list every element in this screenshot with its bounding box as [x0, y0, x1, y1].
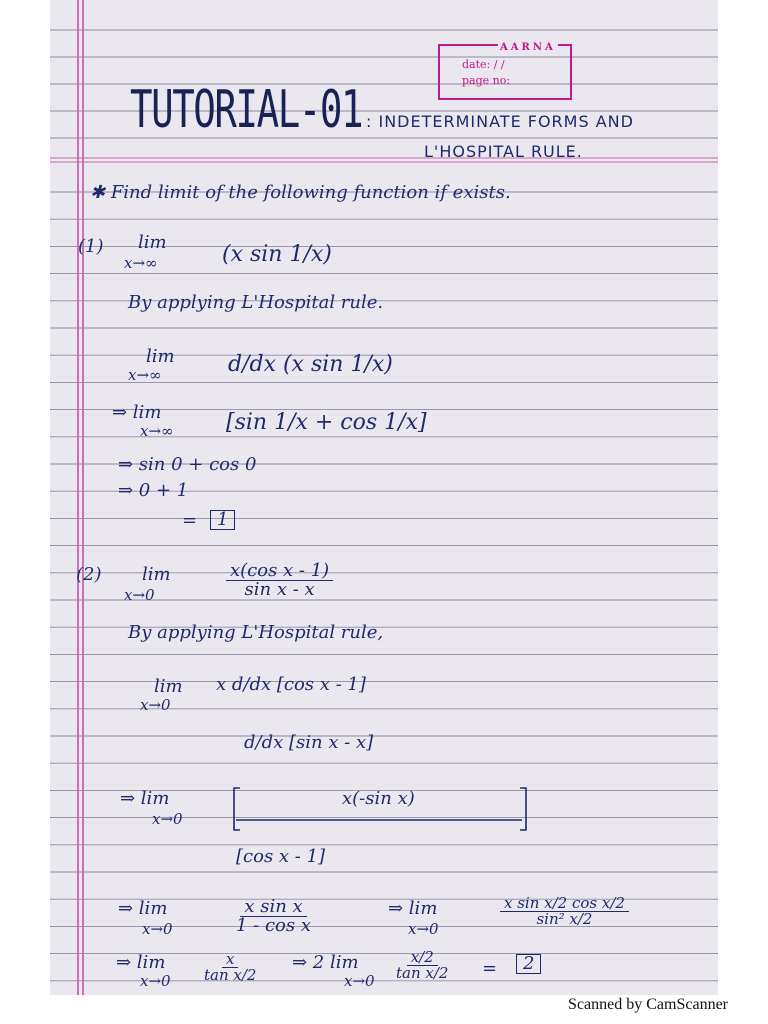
q1-expression: (x sin 1/x)	[222, 242, 332, 267]
subtitle-line-2: L'HOSPITAL RULE.	[424, 142, 583, 161]
q1-step5-eq: =	[182, 510, 198, 531]
q2-fraction	[226, 562, 333, 599]
stamp-brand: AARNA	[500, 42, 556, 53]
date-page-stamp	[438, 44, 572, 100]
instruction-text: ✱ Find limit of the following function if exists.	[90, 182, 511, 203]
q2-step2-lim: ⇒ lim	[120, 788, 170, 809]
q2-step5-frac	[204, 952, 256, 983]
q2-step5-num: x	[222, 952, 238, 968]
q2-step6-frac	[396, 950, 448, 981]
q1-apply-text: By applying L'Hospital rule.	[128, 292, 384, 313]
q2-step1-lim: lim	[154, 676, 183, 697]
q2-numerator: x(cos x - 1)	[226, 562, 333, 581]
q2-denominator: sin x - x	[244, 579, 315, 600]
q2-step6-eq: =	[482, 958, 498, 979]
q1-lim: lim	[138, 232, 167, 253]
scanner-watermark: Scanned by CamScanner	[568, 996, 728, 1013]
stamp-page-label: page no:	[462, 74, 511, 87]
q2-number: (2)	[76, 564, 102, 585]
q2-step2-den: [cos x - 1]	[236, 846, 326, 867]
q1-step1-expr: d/dx (x sin 1/x)	[228, 352, 393, 377]
q2-step1-sub: x→0	[140, 696, 171, 714]
stamp-date-label: date: / /	[462, 58, 505, 71]
q2-step6-sub: x→0	[344, 972, 375, 990]
q1-lim-sub: x→∞	[124, 254, 158, 272]
q1-step4: ⇒ 0 + 1	[118, 480, 189, 501]
q2-step6-num: x/2	[407, 950, 438, 966]
q2-step1-num: x d/dx [cos x - 1]	[216, 674, 366, 695]
q2-lim-sub: x→0	[124, 586, 155, 604]
q2-step4-den: sin² x/2	[536, 910, 593, 928]
q2-step3-sub: x→0	[142, 920, 173, 938]
q2-step4-num: x sin x/2 cos x/2	[500, 896, 629, 912]
q1-step2-sub: x→∞	[140, 422, 174, 440]
q1-step2-expr: [sin 1/x + cos 1/x]	[226, 410, 427, 435]
q2-step2-num: x(-sin x)	[342, 788, 415, 809]
q1-step1-sub: x→∞	[128, 366, 162, 384]
instruction-label: Find limit of the following function if exists.	[110, 182, 511, 203]
q2-step3-den: 1 - cos x	[236, 915, 312, 936]
q2-step3-frac	[236, 898, 311, 935]
q2-step6-den: tan x/2	[396, 964, 449, 982]
q2-step3-lim: ⇒ lim	[118, 898, 168, 919]
q2-answer-box: 2	[516, 954, 541, 974]
q1-step3: ⇒ sin 0 + cos 0	[118, 454, 257, 475]
q2-step5-den: tan x/2	[204, 966, 257, 984]
q2-apply-text: By applying L'Hospital rule,	[128, 622, 384, 643]
q2-step5-lim: ⇒ lim	[116, 952, 166, 973]
subtitle-line-1: : INDETERMINATE FORMS AND	[366, 112, 634, 131]
q2-step2-bracket	[232, 786, 532, 832]
q2-step4-frac	[500, 896, 629, 927]
q2-step2-sub: x→0	[152, 810, 183, 828]
q1-step2-lim: ⇒ lim	[112, 402, 162, 423]
q1-answer-box: 1	[210, 510, 235, 530]
q1-number: (1)	[78, 236, 104, 257]
q2-step4-lim: ⇒ lim	[388, 898, 438, 919]
page-title: TUTORIAL-01	[130, 80, 363, 140]
q2-lim: lim	[142, 564, 171, 585]
q2-step6-lim: ⇒ 2 lim	[292, 952, 359, 973]
q2-step3-num: x sin x	[240, 898, 306, 917]
q2-step4-sub: x→0	[408, 920, 439, 938]
q1-step1-lim: lim	[146, 346, 175, 367]
q2-step1-den: d/dx [sin x - x]	[244, 732, 374, 753]
q2-step5-sub: x→0	[140, 972, 171, 990]
